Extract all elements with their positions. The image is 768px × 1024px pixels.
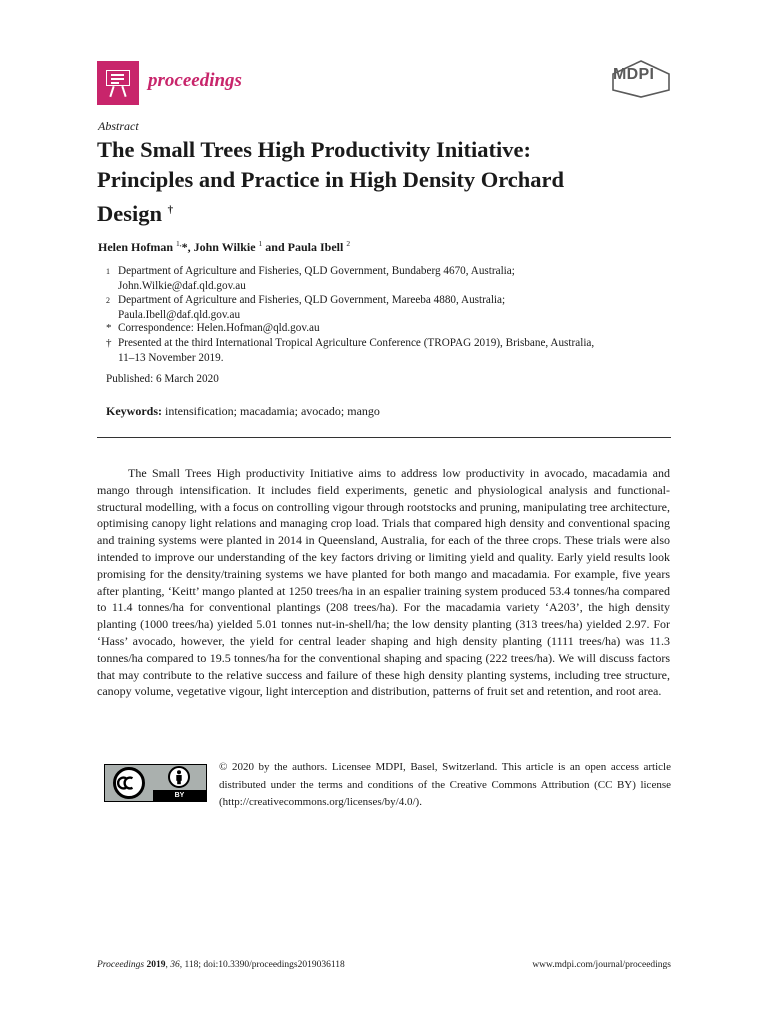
affiliation-mark: 1 xyxy=(106,267,110,276)
author-affiliation-mark: 2 xyxy=(346,239,351,248)
conference-note xyxy=(106,336,676,366)
correspondence-item xyxy=(106,321,676,336)
title-footnote-mark: † xyxy=(167,204,174,216)
published-date: Published: 6 March 2020 xyxy=(106,373,219,385)
conference-note-text: Presented at the third International Tropical Agriculture Conference (TROPAG 2019), Brisbane, Australia, xyxy=(118,337,595,349)
affiliation-email[interactable]: Paula.Ibell@daf.qld.gov.au xyxy=(118,309,241,321)
keywords xyxy=(106,404,380,419)
author-affiliation-mark: 1, xyxy=(176,239,182,248)
article-title xyxy=(97,135,617,229)
author-separator: , xyxy=(187,240,194,254)
footer-journal-url[interactable]: www.mdpi.com/journal/proceedings xyxy=(532,960,671,970)
affiliation-mark: 2 xyxy=(106,296,110,305)
conference-note-mark: † xyxy=(106,337,112,349)
corresponding-mark: * xyxy=(181,240,188,254)
author-list xyxy=(98,239,350,255)
author-affiliation-mark: 1 xyxy=(258,239,263,248)
conference-note-dates: 11–13 November 2019. xyxy=(118,352,224,364)
mdpi-logo-icon xyxy=(610,60,672,98)
cc-by-label: BY xyxy=(153,790,206,801)
author-name: Helen Hofman xyxy=(98,240,173,254)
author-separator: and xyxy=(262,240,288,254)
creative-commons-icon xyxy=(115,769,144,798)
affiliation-text: Department of Agriculture and Fisheries, QLD Government, Bundaberg 4670, Australia; xyxy=(118,265,515,277)
author-name: Paula Ibell xyxy=(287,240,344,254)
keywords-list: intensification; macadamia; avocado; mango xyxy=(165,404,380,418)
author-name: John Wilkie xyxy=(193,240,256,254)
article-title-text: The Small Trees High Productivity Initiative: Principles and Practice in High Density Orchard Design xyxy=(97,137,565,226)
journal-name: proceedings xyxy=(148,70,242,91)
proceedings-logo-icon xyxy=(97,61,139,105)
attribution-person-icon xyxy=(169,767,189,787)
section-divider xyxy=(97,437,671,438)
keywords-label: Keywords: xyxy=(106,404,162,418)
footer-doi: , 118; doi:10.3390/proceedings2019036118 xyxy=(179,960,345,970)
article-type: Abstract xyxy=(98,119,139,133)
correspondence-mark: * xyxy=(106,322,112,334)
correspondence-text: Correspondence: Helen.Hofman@qld.gov.au xyxy=(118,322,320,334)
affiliation-text: Department of Agriculture and Fisheries, QLD Government, Mareeba 4880, Australia; xyxy=(118,294,506,306)
abstract-body: The Small Trees High productivity Initiative aims to address low productivity in avocado, macadamia and mango through intensification. It includes field experiments, genetic and physiological analysis and functional-structural modelling, with a focus on controlling vigour through rootstocks and pruning, manipulating tree architecture, optimising canopy light relations and managing crop load. Trials that compared high density and conventional spacing and training systems were planted in 2014 in Queensland, Australia, for each of the three crops. These trials were also intended to improve our understanding of the key factors driving or limiting yield and quality. Early yield results look promising for the density/training systems we have planted for both mango and macadamia. For example, five years after planting, ‘Keitt’ mango planted at 1250 trees/ha in an espalier training system produced 53.4 tonnes/ha compared to 11.4 tonnes/ha for conventional plantings (208 trees/ha). For the macadamia variety ‘A203’, the high density planting (1000 trees/ha) yielded 5.01 tonnes nut-in-shell/ha; the low density planting (313 trees/ha) yielded 2.97. For ‘Hass’ avocado, however, the yield for central leader shaping and high density planting (1111 trees/ha) was 11.3 tonnes/ha compared to 19.5 tonnes/ha for the conventional shaping and spacing (222 trees/ha). We will discuss factors that may contribute to the relative success and failure of these high density planting systems, including tree structure, canopy volume, vegetative vigour, light interception and distribution, patterns of fruit set and retention, and root area. xyxy=(97,466,670,699)
affiliation-item xyxy=(106,293,676,323)
footer-year: 2019 xyxy=(146,960,166,970)
license-text: © 2020 by the authors. Licensee MDPI, Basel, Switzerland. This article is an open access article distributed under the terms and conditions of the Creative Commons Attribution (CC BY) license (http://creativecommons.org/licenses/by/4.0/). xyxy=(219,761,671,808)
cc-by-license-badge[interactable] xyxy=(104,764,207,802)
footer-journal: Proceedings xyxy=(97,960,145,970)
footer-citation: Proceedings 2019, 36, 118; doi:10.3390/proceedings2019036118 xyxy=(97,960,345,970)
publisher-name: MDPI xyxy=(613,66,655,83)
footer-volume: 36 xyxy=(170,960,180,970)
affiliation-item xyxy=(106,264,676,294)
affiliation-email[interactable]: John.Wilkie@daf.qld.gov.au xyxy=(118,280,246,292)
